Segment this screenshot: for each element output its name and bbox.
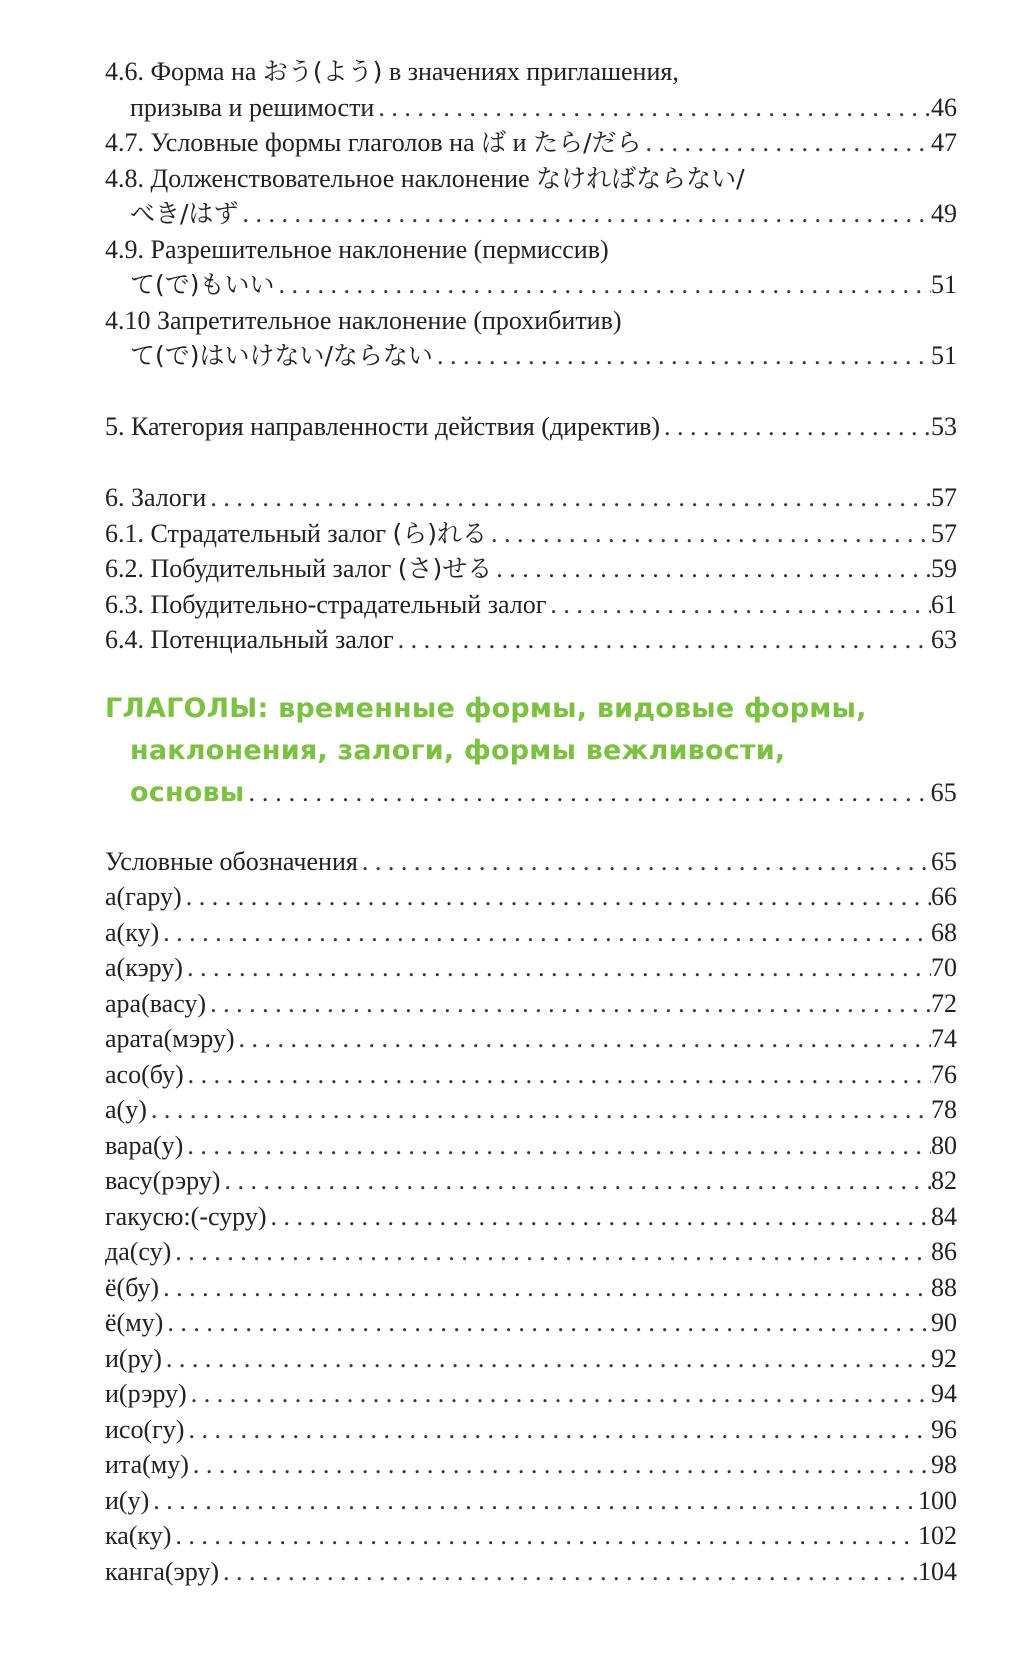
toc-entry-title: 4.8. Долженствовательное наклонение なければならない/: [105, 163, 745, 193]
leader-dots: [433, 338, 931, 374]
toc-page-number: 78: [931, 1095, 957, 1124]
leader-dots: [244, 772, 930, 814]
toc-entry-verb[interactable]: [105, 1021, 957, 1057]
toc-entry-title: призыва и решимости: [130, 92, 375, 122]
leader-dots: [183, 1128, 931, 1164]
toc-entry-title: канга(эру): [105, 1556, 220, 1586]
toc-page-number: 92: [931, 1343, 957, 1373]
spacer: [105, 814, 957, 844]
toc-entry-verb[interactable]: [105, 1057, 957, 1093]
toc-entry-verb[interactable]: [105, 1199, 957, 1235]
toc-entry-6-2[interactable]: [105, 551, 957, 587]
toc-page-number: 61: [931, 589, 957, 619]
toc-entry-verb[interactable]: [105, 879, 957, 915]
toc-entry-title: Условные обозначения: [105, 846, 358, 876]
toc-entry-verb[interactable]: [105, 1554, 957, 1590]
section-heading-line: основы: [130, 776, 245, 808]
spacer: [105, 374, 957, 410]
toc-entry-title: て(で)はいけない/ならない: [130, 341, 433, 370]
toc-page-number: 86: [931, 1237, 957, 1266]
toc-entry-verb[interactable]: [105, 1518, 957, 1554]
leader-dots: [163, 1305, 931, 1341]
leader-dots: [182, 879, 931, 915]
toc-entry-6-4[interactable]: [105, 622, 957, 658]
toc-entry-title: и(у): [105, 1485, 150, 1515]
toc-page-number: 70: [931, 953, 957, 982]
toc-entry-title: васу(рэру): [105, 1166, 221, 1195]
toc-entry-4-6-cont[interactable]: [105, 90, 957, 126]
toc-entry-title: гакусю:(-суру): [105, 1201, 267, 1231]
toc-page-number: 94: [931, 1379, 957, 1408]
toc-entry-title: вара(у): [105, 1130, 184, 1160]
leader-dots: [171, 1234, 931, 1270]
section-heading-last-line: [105, 772, 957, 814]
toc-page-number: 63: [931, 625, 957, 654]
toc-entry-title: ара(васу): [105, 988, 207, 1018]
toc-entry-title: арата(мэру): [105, 1024, 235, 1053]
toc-page-number: 47: [931, 128, 957, 157]
toc-entry-title: ка(ку): [105, 1521, 172, 1550]
toc-entry-title: а(ку): [105, 917, 160, 947]
toc-page-number: 72: [931, 988, 957, 1018]
leader-dots: [184, 1412, 931, 1448]
toc-page-number: 88: [931, 1272, 957, 1302]
toc-entry-verb[interactable]: [105, 1447, 957, 1483]
leader-dots: [275, 267, 931, 303]
toc-page-number: 90: [931, 1308, 957, 1337]
toc-entry-verb[interactable]: [105, 1234, 957, 1270]
toc-entry-title: да(су): [105, 1237, 172, 1266]
leader-dots: [238, 196, 931, 232]
toc-page-number: 74: [931, 1024, 957, 1053]
toc-entry-title: 6. Залоги: [105, 483, 207, 512]
leader-dots: [374, 90, 931, 126]
toc-entry-title: а(кэру): [105, 953, 183, 982]
toc-page-number: 104: [918, 1556, 957, 1586]
leader-dots: [266, 1199, 931, 1235]
leader-dots: [358, 844, 931, 880]
toc-entry-verb[interactable]: [105, 1341, 957, 1377]
toc-page-number: 80: [931, 1130, 957, 1160]
toc-page-number: 49: [931, 199, 957, 228]
toc-page-number: 98: [931, 1450, 957, 1479]
toc-entry-verb[interactable]: [105, 1270, 957, 1306]
toc-entry-verb[interactable]: [105, 1092, 957, 1128]
toc-entry-verb[interactable]: [105, 1163, 957, 1199]
toc-entry-4-7[interactable]: [105, 125, 957, 161]
toc-entry-verb[interactable]: [105, 915, 957, 951]
leader-dots: [219, 1554, 918, 1590]
spacer: [105, 445, 957, 481]
leader-dots: [184, 1057, 931, 1093]
toc-entry-4-9[interactable]: [105, 232, 957, 268]
leader-dots: [183, 950, 931, 986]
toc-page-number: 53: [931, 412, 957, 441]
toc-entry-title: а(у): [105, 1095, 147, 1124]
toc-page-number: 46: [931, 92, 957, 122]
leader-dots: [171, 1518, 918, 1554]
leader-dots: [546, 587, 931, 623]
toc-entry-title: 4.9. Разрешительное наклонение (пермиссив): [105, 234, 609, 264]
leader-dots: [147, 1092, 931, 1128]
toc-entry-4-10[interactable]: [105, 303, 957, 339]
toc-page-number: 84: [931, 1201, 957, 1231]
toc-entry-title: べき/はず: [130, 199, 239, 228]
leader-dots: [487, 516, 931, 552]
toc-entry-verb[interactable]: [105, 1412, 957, 1448]
toc-entry-title: а(гару): [105, 882, 182, 911]
toc-entry-5[interactable]: [105, 409, 957, 445]
leader-dots: [189, 1447, 931, 1483]
toc-page-number: 76: [931, 1059, 957, 1089]
toc-page-number: 51: [931, 341, 957, 370]
toc-entry-verb[interactable]: [105, 1305, 957, 1341]
toc-entry-title: 6.1. Страдательный залог (ら)れる: [105, 518, 488, 548]
toc-entry-verb[interactable]: [105, 1483, 957, 1519]
toc-page-number: 100: [918, 1485, 957, 1515]
toc-entry-title: ё(му): [105, 1308, 164, 1337]
toc-page-number: 65: [931, 846, 957, 876]
toc-entry-4-6[interactable]: [105, 54, 957, 90]
toc-entry-title: 5. Категория направленности действия (директив): [105, 412, 661, 441]
toc-entry-6[interactable]: [105, 480, 957, 516]
toc-page-number: 68: [931, 917, 957, 947]
leader-dots: [394, 622, 931, 658]
spacer: [105, 658, 957, 688]
toc-entry-4-8-cont[interactable]: [105, 196, 957, 232]
toc-page-number: 57: [931, 483, 957, 512]
table-of-contents: [105, 54, 957, 1589]
leader-dots: [159, 915, 931, 951]
toc-entry-title: て(で)もいい: [130, 270, 275, 299]
toc-entry-title: и(ру): [105, 1343, 162, 1373]
leader-dots: [206, 480, 931, 516]
toc-entry-verb[interactable]: [105, 950, 957, 986]
leader-dots: [206, 986, 931, 1022]
leader-dots: [159, 1270, 931, 1306]
toc-page-number: 102: [918, 1521, 957, 1550]
toc-page-number: 51: [931, 270, 957, 299]
toc-entry-verb[interactable]: [105, 1376, 957, 1412]
leader-dots: [187, 1376, 931, 1412]
toc-page-number: 57: [931, 518, 957, 548]
toc-entry-title: и(рэру): [105, 1379, 187, 1408]
toc-page-number: 59: [931, 554, 957, 583]
toc-entry-6-3[interactable]: [105, 587, 957, 623]
section-heading-line: ГЛАГОЛЫ: временные формы, видовые формы,: [105, 692, 867, 724]
toc-entry-title: 4.7. Условные формы глаголов на ば и たら/だら: [105, 128, 642, 157]
toc-entry-title: 4.6. Форма на おう(よう) в значениях приглашения,: [105, 57, 679, 86]
toc-entry-4-9-cont[interactable]: [105, 267, 957, 303]
section-heading-verbs[interactable]: [105, 688, 957, 814]
toc-entry-4-8[interactable]: [105, 161, 957, 197]
toc-page-number: 96: [931, 1414, 957, 1444]
toc-entry-title: ё(бу): [105, 1272, 160, 1302]
leader-dots: [149, 1483, 918, 1519]
toc-entry-legend[interactable]: [105, 844, 957, 880]
toc-entry-title: исо(гу): [105, 1414, 185, 1444]
toc-entry-4-10-cont[interactable]: [105, 338, 957, 374]
leader-dots: [492, 551, 931, 587]
leader-dots: [162, 1341, 931, 1377]
leader-dots: [220, 1163, 931, 1199]
toc-entry-verb[interactable]: [105, 1128, 957, 1164]
leader-dots: [642, 125, 932, 161]
toc-page-number: 82: [931, 1166, 957, 1195]
toc-entry-title: ита(му): [105, 1450, 189, 1479]
toc-entry-title: асо(бу): [105, 1059, 184, 1089]
toc-page-number: 65: [930, 777, 957, 807]
section-heading-line: наклонения, залоги, формы вежливости,: [130, 734, 786, 766]
toc-entry-verb[interactable]: [105, 986, 957, 1022]
toc-page-number: 66: [931, 882, 957, 911]
toc-entry-title: 6.2. Побудительный залог (さ)せる: [105, 554, 493, 583]
toc-entry-title: 6.3. Побудительно-страдательный залог: [105, 589, 547, 619]
toc-entry-6-1[interactable]: [105, 516, 957, 552]
leader-dots: [235, 1021, 931, 1057]
toc-entry-title: 4.10 Запретительное наклонение (прохибитив): [105, 305, 622, 335]
leader-dots: [660, 409, 931, 445]
toc-entry-title: 6.4. Потенциальный залог: [105, 625, 394, 654]
